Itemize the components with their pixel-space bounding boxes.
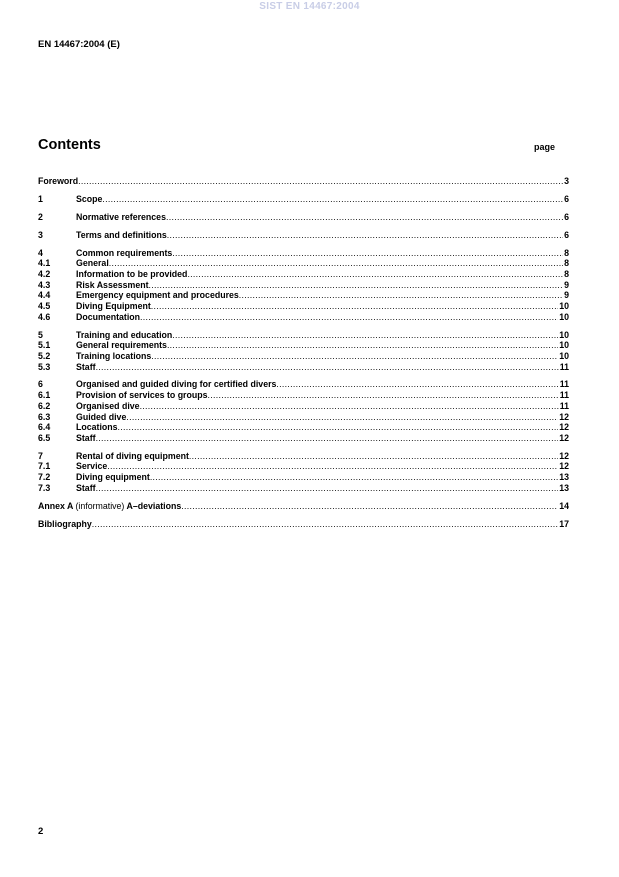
toc-leader [181, 501, 558, 512]
toc-entry-subsection-7-1[interactable] [38, 461, 569, 472]
toc-leader [187, 269, 563, 280]
toc-entry-subsection-5-1[interactable] [38, 340, 569, 351]
annex-label: Annex A [38, 501, 74, 512]
toc-leader [276, 379, 558, 390]
toc-number: 4.2 [38, 268, 51, 279]
toc-entry-section-1[interactable] [38, 194, 569, 205]
toc-entry-subsection-5-2[interactable] [38, 351, 569, 362]
toc-leader [166, 212, 563, 223]
toc-page: 17 [559, 519, 569, 530]
toc-title: Risk Assessment [76, 279, 149, 290]
toc-leader [92, 519, 558, 530]
toc-entry-section-5[interactable] [38, 330, 569, 341]
toc-entry-section-6[interactable] [38, 379, 569, 390]
toc-entry-bibliography[interactable] [38, 519, 569, 530]
toc-entry-subsection-7-3[interactable] [38, 483, 569, 494]
toc-title: General requirements [76, 340, 167, 351]
toc-number: 6.2 [38, 400, 51, 411]
toc-page: 11 [559, 361, 569, 372]
toc-title: Normative references [76, 211, 166, 222]
toc-number: 3 [38, 229, 43, 240]
toc-leader [102, 194, 563, 205]
toc-title: Training and education [76, 329, 173, 340]
toc-title: Scope [76, 193, 103, 204]
toc-title: Rental of diving equipment [76, 450, 189, 461]
toc-page: 9 [564, 279, 569, 290]
toc-entry-subsection-6-4[interactable] [38, 422, 569, 433]
toc-leader [172, 330, 558, 341]
toc-title: Documentation [76, 311, 141, 322]
toc-page: 12 [559, 422, 569, 433]
toc-page: 12 [559, 461, 569, 472]
toc-number: 4.6 [38, 311, 51, 322]
toc-page: 11 [559, 390, 569, 401]
toc-title: Diving Equipment [76, 300, 151, 311]
toc-number: 2 [38, 211, 43, 222]
toc-title: Bibliography [38, 519, 92, 530]
toc-title [38, 501, 181, 512]
toc-title: Organised and guided diving for certified divers [76, 379, 277, 390]
toc-leader [96, 362, 559, 373]
toc-entry-section-4[interactable] [38, 248, 569, 259]
toc-leader [172, 248, 563, 259]
toc-leader [167, 340, 558, 351]
toc-number: 5.2 [38, 350, 51, 361]
toc-number: 6.5 [38, 432, 51, 443]
toc-page: 13 [559, 472, 569, 483]
page-column-label: page [534, 142, 556, 152]
toc-page: 6 [564, 211, 569, 222]
toc-title: Training locations [76, 350, 152, 361]
toc-page: 10 [559, 311, 569, 322]
toc-number: 6.4 [38, 422, 51, 433]
toc-number: 4 [38, 247, 43, 258]
toc-title: Locations [76, 422, 118, 433]
toc-leader [96, 483, 559, 494]
toc-page: 11 [559, 400, 569, 411]
toc-number: 7.1 [38, 461, 51, 472]
toc-entry-subsection-5-3[interactable] [38, 362, 569, 373]
watermark: SIST EN 14467:2004 [259, 1, 360, 12]
toc-entry-section-3[interactable] [38, 230, 569, 241]
toc-number: 6.1 [38, 390, 51, 401]
toc-page: 12 [559, 432, 569, 443]
toc-page: 10 [559, 350, 569, 361]
toc-entry-subsection-6-3[interactable] [38, 412, 569, 423]
toc-leader [140, 312, 558, 323]
toc-entry-subsection-4-6[interactable] [38, 312, 569, 323]
toc-entry-subsection-4-1[interactable] [38, 258, 569, 269]
toc-entry-subsection-7-2[interactable] [38, 472, 569, 483]
toc-number: 6 [38, 379, 43, 390]
toc-leader [149, 280, 564, 291]
toc-page: 11 [559, 379, 569, 390]
toc-page: 3 [564, 176, 569, 186]
toc-page: 10 [559, 340, 569, 351]
toc-entry-subsection-4-5[interactable] [38, 301, 569, 312]
toc-number: 4.1 [38, 258, 51, 269]
toc-page: 10 [559, 329, 569, 340]
toc-leader [151, 301, 558, 312]
toc-number: 4.4 [38, 290, 51, 301]
toc-page: 6 [564, 193, 569, 204]
toc-title: Organised dive [76, 400, 140, 411]
toc-number: 5.1 [38, 340, 51, 351]
toc-number: 5.3 [38, 361, 51, 372]
toc-entry-subsection-4-4[interactable] [38, 290, 569, 301]
annex-title: A–deviations [126, 501, 182, 512]
toc-leader [239, 290, 563, 301]
toc-title: General [76, 258, 109, 269]
toc-number: 7.3 [38, 482, 51, 493]
toc-number: 4.3 [38, 279, 51, 290]
toc-leader [151, 351, 558, 362]
toc-page: 9 [564, 290, 569, 301]
toc-number: 6.3 [38, 411, 51, 422]
toc-leader [109, 258, 563, 269]
toc-leader [118, 422, 559, 433]
toc-page: 12 [559, 411, 569, 422]
toc-page: 13 [559, 482, 569, 493]
toc-number: 1 [38, 193, 43, 204]
toc-leader [140, 401, 559, 412]
toc-title: Staff [76, 361, 96, 372]
toc-page: 8 [564, 268, 569, 279]
toc-number: 4.5 [38, 300, 51, 311]
toc-leader [150, 472, 558, 483]
toc-number: 7.2 [38, 472, 51, 483]
toc-leader [78, 176, 563, 187]
toc-entry-subsection-4-3[interactable] [38, 280, 569, 291]
toc-entry-subsection-6-5[interactable] [38, 433, 569, 444]
toc-entry-subsection-6-2[interactable] [38, 401, 569, 412]
page-number: 2 [38, 826, 44, 837]
toc-page: 8 [564, 247, 569, 258]
toc-title: Foreword [38, 176, 79, 186]
toc-entry-section-7[interactable] [38, 451, 569, 462]
toc-page: 6 [564, 229, 569, 240]
toc-title: Staff [76, 482, 96, 493]
toc-page: 8 [564, 258, 569, 269]
toc-leader [208, 390, 559, 401]
toc-page: 14 [559, 501, 569, 512]
toc-title: Terms and definitions [76, 229, 167, 240]
annex-note: (informative) [75, 501, 125, 512]
toc-number: 7 [38, 450, 43, 461]
toc-title: Emergency equipment and procedures [76, 290, 239, 301]
toc-leader [126, 412, 558, 423]
toc-leader [167, 230, 563, 241]
toc-title: Common requirements [76, 247, 173, 258]
toc-page: 10 [559, 300, 569, 311]
toc-title: Information to be provided [76, 268, 188, 279]
contents-heading: Contents [38, 137, 101, 153]
toc-entry-subsection-6-1[interactable] [38, 390, 569, 401]
toc-entry-foreword[interactable] [38, 176, 569, 187]
toc-leader [96, 433, 559, 444]
toc-page: 12 [559, 450, 569, 461]
toc-entry-section-2[interactable] [38, 212, 569, 223]
toc-title: Diving equipment [76, 472, 150, 483]
table-of-contents [38, 176, 569, 530]
toc-title: Service [76, 461, 108, 472]
toc-entry-subsection-4-2[interactable] [38, 269, 569, 280]
toc-leader [189, 451, 558, 462]
toc-title: Guided dive [76, 411, 127, 422]
document-id: EN 14467:2004 (E) [38, 39, 120, 50]
toc-number: 5 [38, 329, 43, 340]
toc-title: Staff [76, 432, 96, 443]
toc-title: Provision of services to groups [76, 390, 208, 401]
toc-entry-annex-a[interactable] [38, 501, 569, 512]
toc-leader [107, 461, 558, 472]
